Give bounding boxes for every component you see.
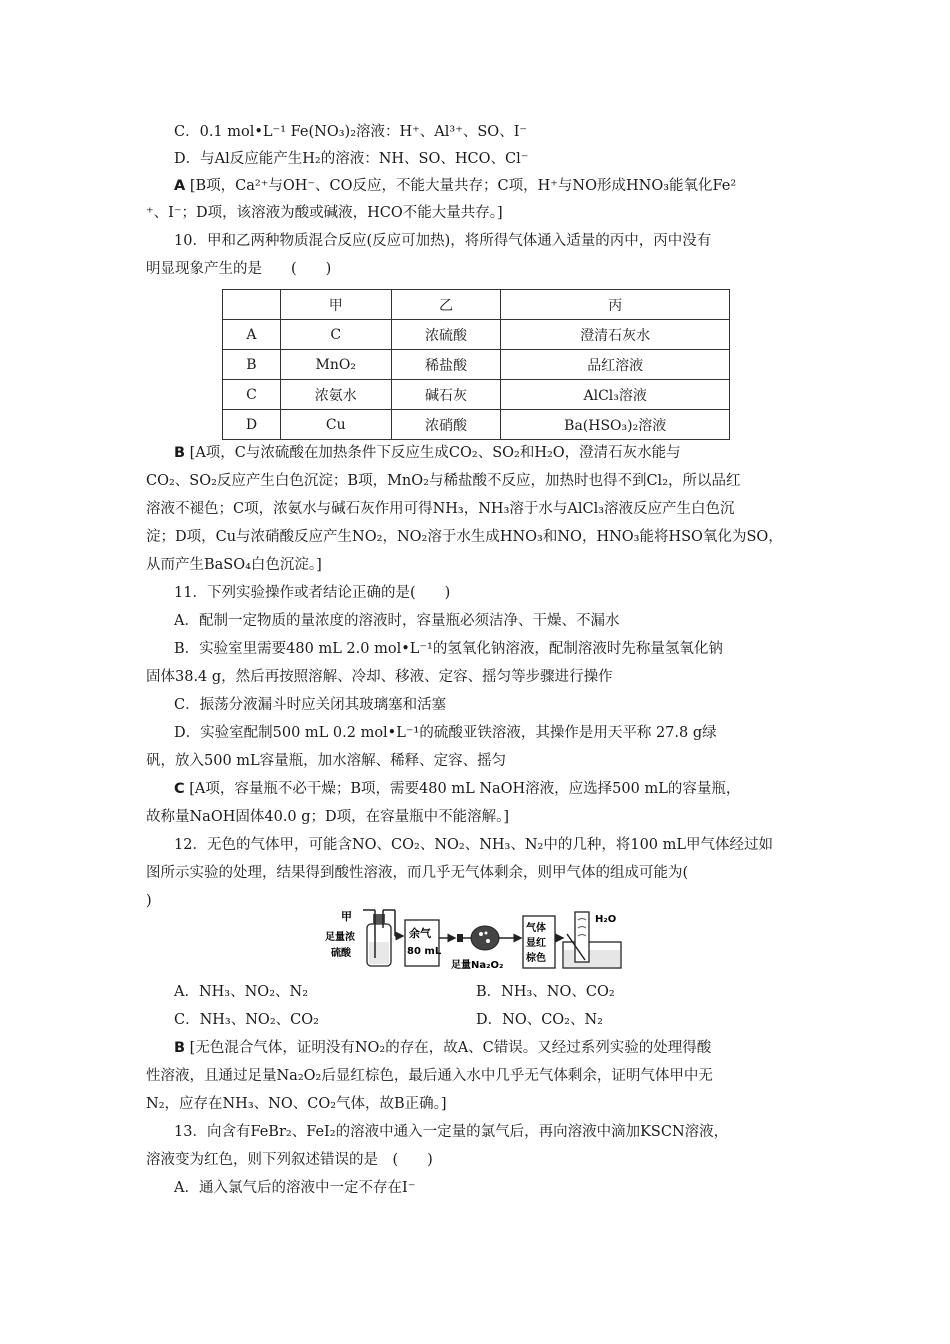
label-na2o2: 足量Na₂O₂	[451, 960, 504, 971]
q10-answer-text: [A项，C与浓硫酸在加热条件下反应生成CO₂、SO₂和H₂O，澄清石灰水能与	[189, 445, 681, 461]
table-cell: 浓氨水	[280, 380, 391, 410]
q12-option-b: B．NH₃、NO、CO₂	[476, 984, 615, 1000]
table-cell: AlCl₃溶液	[501, 380, 730, 410]
label-brown-1: 气体	[526, 923, 546, 934]
q9-answer-text: [B项，Ca²⁺与OH⁻、CO反应，不能大量共存；C项，H⁺与NO形成HNO₃能氧化Fe²	[189, 178, 737, 194]
q12-stem-line-2: 图所示实验的处理，结果得到酸性溶液，而几乎无气体剩余，则甲气体的组成可能为(	[146, 865, 689, 881]
table-cell: 澄清石灰水	[501, 320, 730, 350]
table-cell: 浓硫酸	[391, 320, 501, 350]
q10-answer-line-1	[174, 443, 681, 463]
q12-option-c: C．NH₃、NO₂、CO₂	[174, 1012, 319, 1028]
q11-option-c: C．振荡分液漏斗时应关闭其玻璃塞和活塞	[174, 697, 447, 713]
table-header-cell: 甲	[280, 290, 391, 320]
label-water: H₂O	[595, 914, 617, 925]
label-brown-3: 棕色	[526, 953, 546, 964]
q11-answer-text: [A项，容量瓶不必干燥；B项，需要480 mL NaOH溶液，应选择500 mL的容量瓶，	[189, 781, 741, 797]
q12-option-d: D．NO、CO₂、N₂	[476, 1012, 603, 1028]
table-header-cell: 乙	[391, 290, 501, 320]
label-acid: 硫酸	[331, 948, 351, 959]
q11-answer-line-1	[174, 779, 740, 799]
q13-option-a: A．通入氯气后的溶液中一定不存在I⁻	[174, 1180, 416, 1196]
table-cell: A	[223, 320, 281, 350]
q11-answer-letter: C	[174, 781, 185, 797]
table-cell: Cu	[280, 410, 391, 440]
table-cell: C	[280, 320, 391, 350]
gas-washing-bottle	[363, 910, 403, 966]
q10-answer-line-5: 从而产生BaSO₄白色沉淀。]	[146, 557, 322, 573]
q11-option-b-line-2: 固体38.4 g，然后再按照溶解、冷却、移液、定容、摇匀等步骤进行操作	[146, 669, 613, 685]
q11-option-d-line-2: 矾，放入500 mL容量瓶，加水溶解、稀释、定容、摇匀	[146, 753, 507, 769]
table-row	[223, 320, 730, 350]
q10-stem-line-2: 明显现象产生的是 ( )	[146, 261, 332, 277]
q11-stem: 11．下列实验操作或者结论正确的是( )	[174, 585, 451, 601]
q12-answer-line-2: 性溶液，且通过足量Na₂O₂后显红棕色，最后通入水中几乎无气体剩余，证明气体甲中无	[146, 1068, 713, 1084]
q9-option-c: C．0.1 mol•L⁻¹ Fe(NO₃)₂溶液：H⁺、Al³⁺、SO、I⁻	[174, 124, 528, 140]
q10-table	[222, 289, 730, 440]
q11-option-b-line-1: B．实验室里需要480 mL 2.0 mol•L⁻¹的氢氧化钠溶液，配制溶液时先称量氢氧化钠	[174, 641, 723, 657]
q10-answer-line-4: 淀；D项，Cu与浓硝酸反应产生NO₂，NO₂溶于水生成HNO₃和NO，HNO₃能将HSO氧化为SO，	[146, 529, 783, 545]
table-cell: MnO₂	[280, 350, 391, 380]
q12-apparatus-diagram	[323, 906, 623, 978]
q9-answer-line-1	[174, 176, 736, 196]
table-cell: 品红溶液	[501, 350, 730, 380]
table-cell: 碱石灰	[391, 380, 501, 410]
label-volume: 80 mL	[407, 946, 442, 957]
table-cell: 稀盐酸	[391, 350, 501, 380]
q10-answer-line-3: 溶液不褪色；C项，浓氨水与碱石灰作用可得NH₃，NH₃溶于水与AlCl₃溶液反应产生白色沉	[146, 501, 735, 517]
q12-stem-line-1: 12．无色的气体甲，可能含NO、CO₂、NO₂、NH₃、N₂中的几种，将100 mL甲气体经过如	[174, 837, 774, 853]
label-jia: 甲	[341, 910, 352, 923]
table-cell: B	[223, 350, 281, 380]
table-cell: C	[223, 380, 281, 410]
q11-answer-line-2: 故称量NaOH固体40.0 g；D项，在容量瓶中不能溶解。]	[146, 809, 510, 825]
q12-answer-line-3: N₂，应存在NH₃、NO、CO₂气体，故B正确。]	[146, 1096, 447, 1112]
q12-answer-letter: B	[174, 1040, 186, 1056]
table-cell: 浓硝酸	[391, 410, 501, 440]
table-header-cell	[223, 290, 281, 320]
q12-option-a: A．NH₃、NO₂、N₂	[174, 984, 309, 1000]
q9-option-d: D．与Al反应能产生H₂的溶液：NH、SO、HCO、Cl⁻	[174, 151, 529, 167]
label-brown-2: 显红	[526, 938, 546, 949]
label-conc-acid: 足量浓	[325, 932, 355, 943]
table-row	[223, 350, 730, 380]
q13-stem-line-1: 13．向含有FeBr₂、FeI₂的溶液中通入一定量的氯气后，再向溶液中滴加KSCN溶液，	[174, 1124, 729, 1140]
table-row	[223, 380, 730, 410]
table-header-row	[223, 290, 730, 320]
q9-answer-line-2: ⁺、I⁻；D项，该溶液为酸或碱液，HCO不能大量共存。]	[146, 205, 503, 221]
q11-option-d-line-1: D．实验室配制500 mL 0.2 mol•L⁻¹的硫酸亚铁溶液，其操作是用天平称 27.8 g绿	[174, 725, 717, 741]
q12-answer-text: [无色混合气体，证明没有NO₂的存在，故A、C错误。又经过系列实验的处理得酸	[189, 1040, 712, 1056]
sodium-peroxide-tube	[457, 926, 521, 950]
q11-option-a: A．配制一定物质的量浓度的溶液时，容量瓶必须洁净、干燥、不漏水	[174, 613, 620, 629]
table-cell: D	[223, 410, 281, 440]
q13-stem-line-2: 溶液变为红色，则下列叙述错误的是 ( )	[146, 1152, 433, 1168]
table-header-cell: 丙	[501, 290, 730, 320]
table-row	[223, 410, 730, 440]
q10-answer-line-2: CO₂、SO₂反应产生白色沉淀；B项，MnO₂与稀盐酸不反应，加热时也得不到Cl₂，所以品红	[146, 473, 741, 489]
q10-stem-line-1: 10．甲和乙两种物质混合反应(反应可加热)，将所得气体通入适量的丙中，丙中没有	[174, 233, 712, 249]
q12-answer-line-1	[174, 1038, 711, 1058]
q10-answer-letter: B	[174, 445, 186, 461]
q9-answer-letter: A	[174, 178, 186, 194]
q12-stem-line-3: )	[146, 893, 152, 909]
label-remaining-gas: 余气	[409, 927, 431, 940]
table-cell: Ba(HSO₃)₂溶液	[501, 410, 730, 440]
